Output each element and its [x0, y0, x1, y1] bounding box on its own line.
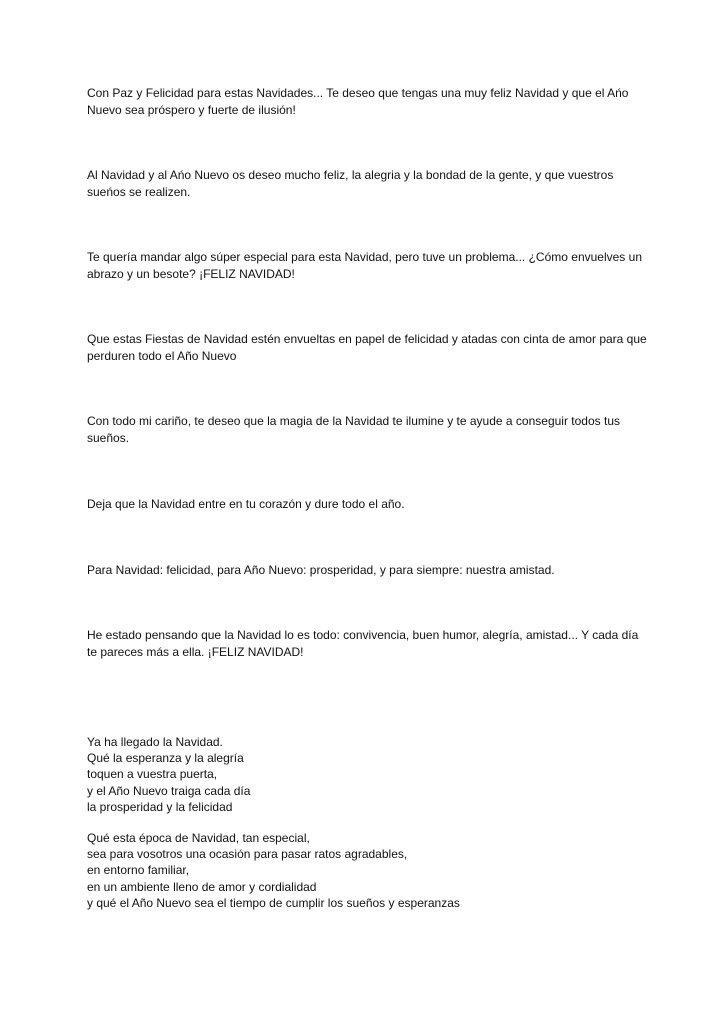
paragraph-8: He estado pensando que la Navidad lo es todo: convivencia, buen humor, alegría, amistad... Y cada día te pareces más a ella. ¡FELIZ NAVIDAD!: [87, 628, 639, 659]
poem-stanza-1: [87, 734, 647, 815]
paragraph-7: Para Navidad: felicidad, para Año Nuevo: prosperidad, y para siempre: nuestra amistad.: [87, 563, 555, 577]
poem-line: en un ambiente lleno de amor y cordialidad: [87, 879, 317, 894]
poem-line: Qué la esperanza y la alegría: [87, 751, 244, 766]
poem-line: Ya ha llegado la Navidad.: [87, 735, 223, 749]
poem-line: sea para vosotros una ocasión para pasar ratos agradables,: [87, 847, 408, 862]
paragraph-3: Te quería mandar algo súper especial para esta Navidad, pero tuve un problema... ¿Cómo envuelves un abrazo y un besote? ¡FELIZ NAVIDAD!: [87, 250, 642, 281]
paragraph-5: Con todo mi cariño, te deseo que la magia de la Navidad te ilumine y te ayude a conseguir todos tus sueños.: [87, 414, 620, 445]
poem-line: y el Año Nuevo traiga cada día: [87, 783, 251, 798]
poem-line: y qué el Año Nuevo sea el tiempo de cumplir los sueños y esperanzas: [87, 895, 460, 910]
poem-line: Qué esta época de Navidad, tan especial,: [87, 831, 310, 845]
paragraph-1: Con Paz y Felicidad para estas Navidades... Te deseo que tengas una muy feliz Navidad y que el Ańo Nuevo sea próspero y fuerte de ilusión!: [87, 86, 629, 117]
paragraph-2: Al Navidad y al Ańo Nuevo os deseo mucho feliz, la alegria y la bondad de la gente, y que vuestros sueńos se realizen.: [87, 168, 614, 199]
paragraph-4: Que estas Fiestas de Navidad estén envueltas en papel de felicidad y atadas con cinta de amor para que perduren todo el Año Nuevo: [87, 332, 647, 363]
paragraph-6: Deja que la Navidad entre en tu corazón y dure todo el año.: [87, 497, 405, 511]
poem-stanza-2: [87, 830, 647, 911]
poem-line: la prosperidad y la felicidad: [87, 799, 233, 814]
poem-line: toquen a vuestra puerta,: [87, 767, 218, 782]
poem-line: en entorno familiar,: [87, 863, 190, 878]
